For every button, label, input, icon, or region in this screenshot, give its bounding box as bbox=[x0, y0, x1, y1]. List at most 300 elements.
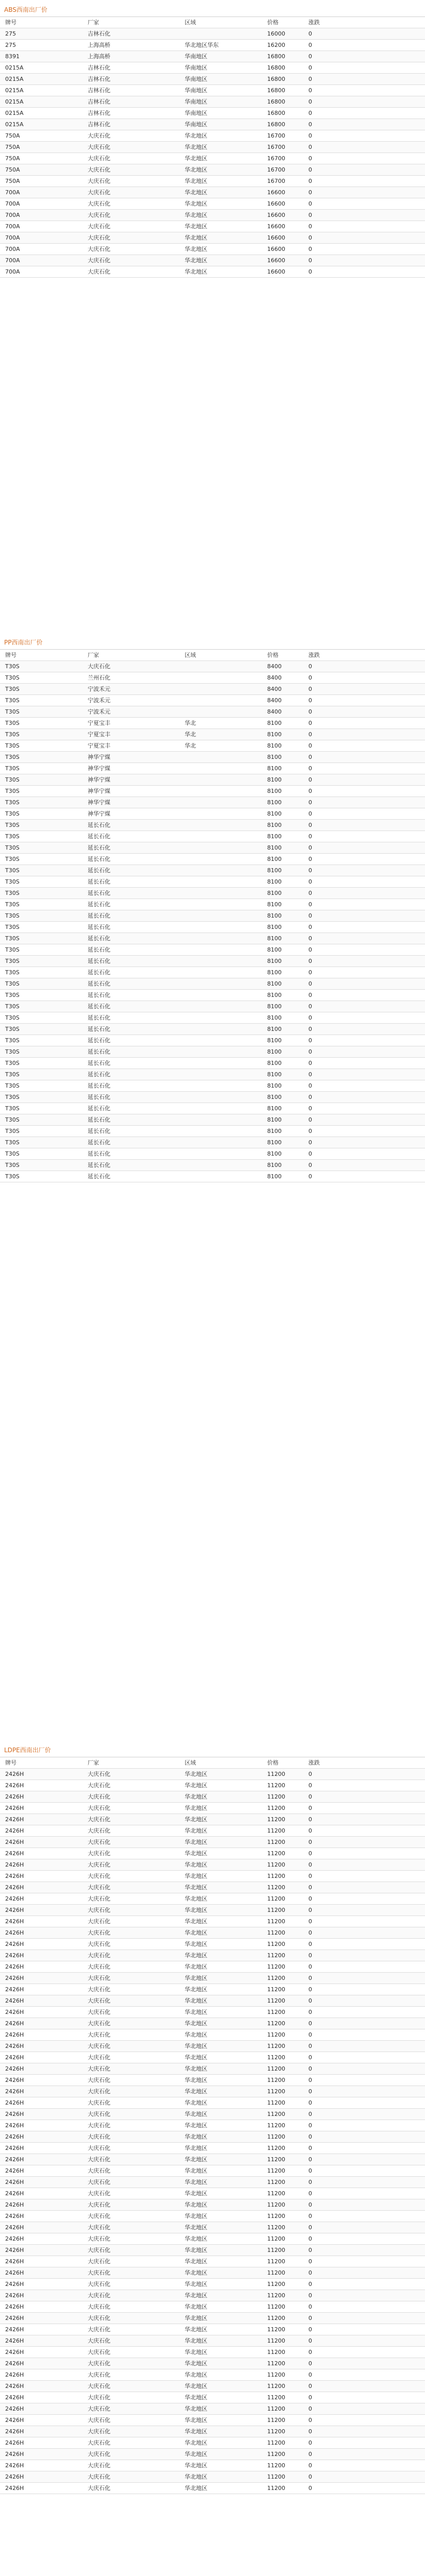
price-cell: 8100 bbox=[267, 1150, 282, 1157]
model-cell: T30S bbox=[5, 754, 20, 760]
model-cell: T30S bbox=[5, 958, 20, 964]
model-cell: 2426H bbox=[5, 2111, 24, 2117]
region-cell bbox=[179, 1024, 262, 1035]
table-row bbox=[0, 2471, 425, 2483]
table-row bbox=[0, 2211, 425, 2222]
region-cell: 华北地区 bbox=[185, 2417, 207, 2424]
region-cell bbox=[179, 820, 262, 831]
manufacturer-cell: 大庆石化 bbox=[88, 2224, 110, 2231]
model-cell: 2426H bbox=[5, 2122, 24, 2129]
table-row bbox=[0, 2131, 425, 2143]
table-row bbox=[0, 96, 425, 108]
column-header: 涨跌 bbox=[308, 652, 320, 658]
region-cell bbox=[179, 876, 262, 887]
column-header: 区域 bbox=[185, 19, 196, 26]
table-row bbox=[0, 1871, 425, 1882]
change-cell: 0 bbox=[308, 2043, 312, 2049]
price-cell: 11200 bbox=[267, 2337, 285, 2344]
region-cell: 华南地区 bbox=[185, 110, 207, 116]
model-cell: T30S bbox=[5, 1048, 20, 1055]
table-row bbox=[0, 729, 425, 740]
change-cell: 0 bbox=[308, 2439, 312, 2446]
table-row bbox=[0, 899, 425, 910]
change-cell: 0 bbox=[308, 53, 312, 60]
change-cell: 0 bbox=[308, 2145, 312, 2151]
manufacturer-cell: 大庆石化 bbox=[88, 2349, 110, 2355]
price-cell: 8100 bbox=[267, 810, 282, 817]
price-cell: 11200 bbox=[267, 1907, 285, 1913]
model-cell: 2426H bbox=[5, 2099, 24, 2106]
change-cell: 0 bbox=[308, 1929, 312, 1936]
manufacturer-cell: 大庆石化 bbox=[88, 2009, 110, 2015]
model-cell: 2426H bbox=[5, 2065, 24, 2072]
region-cell bbox=[179, 672, 262, 683]
price-cell: 8100 bbox=[267, 1139, 282, 1146]
manufacturer-cell: 大庆石化 bbox=[88, 1771, 110, 1777]
model-cell: T30S bbox=[5, 992, 20, 998]
column-header: 价格 bbox=[267, 19, 279, 26]
table-row bbox=[0, 164, 425, 176]
column-header: 涨跌 bbox=[308, 1759, 320, 1766]
price-cell: 11200 bbox=[267, 1895, 285, 1902]
change-cell: 0 bbox=[308, 867, 312, 874]
region-cell bbox=[179, 910, 262, 921]
price-cell: 8100 bbox=[267, 1128, 282, 1134]
table-row bbox=[0, 266, 425, 278]
change-cell: 0 bbox=[308, 2417, 312, 2424]
model-cell: 2426H bbox=[5, 1918, 24, 1925]
table-row bbox=[0, 763, 425, 774]
manufacturer-cell: 大庆石化 bbox=[88, 2043, 110, 2049]
region-cell: 华北地区 bbox=[185, 2247, 207, 2253]
manufacturer-cell: 延长石化 bbox=[88, 890, 110, 896]
table-row bbox=[0, 831, 425, 842]
price-cell: 8100 bbox=[267, 856, 282, 862]
model-cell: 2426H bbox=[5, 2190, 24, 2197]
region-cell bbox=[179, 1126, 262, 1137]
change-cell: 0 bbox=[308, 2371, 312, 2378]
table-row bbox=[0, 198, 425, 210]
table-row bbox=[0, 1837, 425, 1848]
table-row bbox=[0, 51, 425, 62]
table-row bbox=[0, 1035, 425, 1046]
model-cell: 2426H bbox=[5, 2043, 24, 2049]
change-cell: 0 bbox=[308, 257, 312, 264]
change-cell: 0 bbox=[308, 76, 312, 82]
manufacturer-cell: 吉林石化 bbox=[88, 87, 110, 94]
column-header: 价格 bbox=[267, 1759, 279, 1766]
manufacturer-cell: 大庆石化 bbox=[88, 1861, 110, 1868]
price-cell: 8400 bbox=[267, 686, 282, 692]
table-row bbox=[0, 865, 425, 876]
table-row bbox=[0, 153, 425, 164]
region-cell: 华北地区 bbox=[185, 1918, 207, 1925]
table-row bbox=[0, 74, 425, 85]
manufacturer-cell: 大庆石化 bbox=[88, 1929, 110, 1936]
model-cell: T30S bbox=[5, 1094, 20, 1100]
region-cell: 华北地区 bbox=[185, 2360, 207, 2367]
region-cell: 华北地区 bbox=[185, 2326, 207, 2333]
column-header: 价格 bbox=[267, 652, 279, 658]
table-row bbox=[0, 1160, 425, 1171]
region-cell: 华北地区 bbox=[185, 1771, 207, 1777]
table-row bbox=[0, 1001, 425, 1012]
price-cell: 16800 bbox=[267, 121, 285, 128]
price-cell: 11200 bbox=[267, 2394, 285, 2401]
table-row bbox=[0, 1024, 425, 1035]
model-cell: 700A bbox=[5, 212, 20, 218]
model-cell: 2426H bbox=[5, 2326, 24, 2333]
change-cell: 0 bbox=[308, 1139, 312, 1146]
model-cell: 2426H bbox=[5, 1782, 24, 1789]
table-row bbox=[0, 854, 425, 865]
price-cell: 8100 bbox=[267, 1173, 282, 1180]
manufacturer-cell: 兰州石化 bbox=[88, 674, 110, 681]
price-cell: 8100 bbox=[267, 958, 282, 964]
change-cell: 0 bbox=[308, 2088, 312, 2095]
model-cell: T30S bbox=[5, 742, 20, 749]
change-cell: 0 bbox=[308, 901, 312, 908]
price-cell: 8100 bbox=[267, 822, 282, 828]
manufacturer-cell: 延长石化 bbox=[88, 1026, 110, 1032]
column-header: 牌号 bbox=[5, 1759, 17, 1766]
region-cell bbox=[179, 1171, 262, 1182]
region-cell bbox=[179, 763, 262, 774]
price-cell: 11200 bbox=[267, 2201, 285, 2208]
price-cell: 11200 bbox=[267, 2451, 285, 2458]
price-cell: 8100 bbox=[267, 1116, 282, 1123]
table-row bbox=[0, 2245, 425, 2256]
change-cell: 0 bbox=[308, 1060, 312, 1066]
table-row bbox=[0, 661, 425, 672]
model-cell: 750A bbox=[5, 132, 20, 139]
table-row bbox=[0, 1171, 425, 1182]
manufacturer-cell: 大庆石化 bbox=[88, 2077, 110, 2083]
region-cell: 华北地区 bbox=[185, 234, 207, 241]
manufacturer-cell: 上海高桥 bbox=[88, 53, 110, 60]
region-cell: 华北地区 bbox=[185, 1963, 207, 1970]
table-row bbox=[0, 2188, 425, 2199]
model-cell: T30S bbox=[5, 1071, 20, 1078]
table-row bbox=[0, 2460, 425, 2471]
model-cell: 700A bbox=[5, 223, 20, 230]
change-cell: 0 bbox=[308, 166, 312, 173]
region-cell: 华北地区 bbox=[185, 155, 207, 162]
manufacturer-cell: 延长石化 bbox=[88, 1116, 110, 1123]
manufacturer-cell: 大庆石化 bbox=[88, 178, 110, 184]
change-cell: 0 bbox=[308, 2077, 312, 2083]
table-row bbox=[0, 108, 425, 119]
table-row bbox=[0, 684, 425, 695]
model-cell: 700A bbox=[5, 257, 20, 264]
model-cell: 0215A bbox=[5, 98, 24, 105]
change-cell: 0 bbox=[308, 2258, 312, 2265]
model-cell: 2426H bbox=[5, 2485, 24, 2492]
region-cell: 华南地区 bbox=[185, 121, 207, 128]
change-cell: 0 bbox=[308, 731, 312, 738]
price-cell: 11200 bbox=[267, 2077, 285, 2083]
change-cell: 0 bbox=[308, 1105, 312, 1112]
model-cell: T30S bbox=[5, 708, 20, 715]
change-cell: 0 bbox=[308, 742, 312, 749]
price-cell: 8100 bbox=[267, 720, 282, 726]
table-row bbox=[0, 2222, 425, 2233]
manufacturer-cell: 大庆石化 bbox=[88, 166, 110, 173]
region-cell bbox=[179, 1080, 262, 1091]
table-row bbox=[0, 2437, 425, 2449]
change-cell: 0 bbox=[308, 200, 312, 207]
change-cell: 0 bbox=[308, 1997, 312, 2004]
region-cell bbox=[179, 1012, 262, 1023]
change-cell: 0 bbox=[308, 788, 312, 794]
model-cell: T30S bbox=[5, 822, 20, 828]
region-cell bbox=[179, 1103, 262, 1114]
manufacturer-cell: 大庆石化 bbox=[88, 2031, 110, 2038]
model-cell: 2426H bbox=[5, 2156, 24, 2163]
manufacturer-cell: 大庆石化 bbox=[88, 1782, 110, 1789]
price-cell: 11200 bbox=[267, 2167, 285, 2174]
change-cell: 0 bbox=[308, 2326, 312, 2333]
price-cell: 16600 bbox=[267, 223, 285, 230]
manufacturer-cell: 宁夏宝丰 bbox=[88, 742, 110, 749]
manufacturer-cell: 吉林石化 bbox=[88, 121, 110, 128]
model-cell: T30S bbox=[5, 1173, 20, 1180]
change-cell: 0 bbox=[308, 1071, 312, 1078]
table-row bbox=[0, 1769, 425, 1780]
manufacturer-cell: 大庆石化 bbox=[88, 189, 110, 196]
price-cell: 11200 bbox=[267, 2133, 285, 2140]
manufacturer-cell: 大庆石化 bbox=[88, 1986, 110, 1993]
manufacturer-cell: 神华宁煤 bbox=[88, 810, 110, 817]
manufacturer-cell: 大庆石化 bbox=[88, 2337, 110, 2344]
table-row bbox=[0, 62, 425, 74]
table-row bbox=[0, 2052, 425, 2063]
manufacturer-cell: 大庆石化 bbox=[88, 246, 110, 252]
model-cell: 2426H bbox=[5, 2315, 24, 2321]
change-cell: 0 bbox=[308, 799, 312, 806]
price-table bbox=[0, 649, 425, 1182]
price-cell: 16600 bbox=[267, 189, 285, 196]
region-cell: 华北 bbox=[185, 720, 196, 726]
manufacturer-cell: 延长石化 bbox=[88, 1094, 110, 1100]
model-cell: 2426H bbox=[5, 2360, 24, 2367]
model-cell: 700A bbox=[5, 189, 20, 196]
region-cell bbox=[179, 808, 262, 819]
manufacturer-cell: 延长石化 bbox=[88, 1071, 110, 1078]
manufacturer-cell: 大庆石化 bbox=[88, 1997, 110, 2004]
manufacturer-cell: 大庆石化 bbox=[88, 2054, 110, 2061]
change-cell: 0 bbox=[308, 2383, 312, 2389]
price-cell: 8400 bbox=[267, 697, 282, 704]
region-cell bbox=[179, 1092, 262, 1103]
section-title: PP西南出厂价 bbox=[4, 639, 43, 646]
model-cell: 2426H bbox=[5, 2247, 24, 2253]
price-cell: 8100 bbox=[267, 1094, 282, 1100]
table-row bbox=[0, 1882, 425, 1893]
price-cell: 16800 bbox=[267, 87, 285, 94]
table-row bbox=[0, 2018, 425, 2029]
price-cell: 8400 bbox=[267, 674, 282, 681]
model-cell: 700A bbox=[5, 234, 20, 241]
manufacturer-cell: 大庆石化 bbox=[88, 234, 110, 241]
region-cell: 华北地区 bbox=[185, 2077, 207, 2083]
model-cell: 2426H bbox=[5, 2258, 24, 2265]
change-cell: 0 bbox=[308, 246, 312, 252]
region-cell bbox=[179, 1137, 262, 1148]
region-cell: 华北地区 bbox=[185, 132, 207, 139]
change-cell: 0 bbox=[308, 2133, 312, 2140]
table-row bbox=[0, 142, 425, 153]
region-cell bbox=[179, 1035, 262, 1046]
table-row bbox=[0, 119, 425, 130]
change-cell: 0 bbox=[308, 1895, 312, 1902]
table-row bbox=[0, 1103, 425, 1114]
region-cell bbox=[179, 922, 262, 933]
manufacturer-cell: 大庆石化 bbox=[88, 2156, 110, 2163]
model-cell: T30S bbox=[5, 720, 20, 726]
change-cell: 0 bbox=[308, 674, 312, 681]
price-cell: 16600 bbox=[267, 268, 285, 275]
manufacturer-cell: 延长石化 bbox=[88, 867, 110, 874]
price-cell: 11200 bbox=[267, 2303, 285, 2310]
region-cell: 华北地区 bbox=[185, 1816, 207, 1823]
price-cell: 11200 bbox=[267, 2383, 285, 2389]
change-cell: 0 bbox=[308, 2179, 312, 2185]
price-cell: 8100 bbox=[267, 844, 282, 851]
price-cell: 11200 bbox=[267, 1952, 285, 1959]
change-cell: 0 bbox=[308, 992, 312, 998]
column-header: 牌号 bbox=[5, 19, 17, 26]
price-cell: 16600 bbox=[267, 212, 285, 218]
manufacturer-cell: 大庆石化 bbox=[88, 2485, 110, 2492]
change-cell: 0 bbox=[308, 2394, 312, 2401]
model-cell: 750A bbox=[5, 178, 20, 184]
model-cell: T30S bbox=[5, 663, 20, 670]
change-cell: 0 bbox=[308, 2303, 312, 2310]
table-row bbox=[0, 2290, 425, 2301]
manufacturer-cell: 大庆石化 bbox=[88, 2292, 110, 2299]
price-cell: 16800 bbox=[267, 110, 285, 116]
price-cell: 8100 bbox=[267, 1071, 282, 1078]
price-cell: 16700 bbox=[267, 178, 285, 184]
manufacturer-cell: 大庆石化 bbox=[88, 2201, 110, 2208]
region-cell: 华北地区 bbox=[185, 1975, 207, 1981]
manufacturer-cell: 大庆石化 bbox=[88, 2179, 110, 2185]
change-cell: 0 bbox=[308, 1907, 312, 1913]
manufacturer-cell: 神华宁煤 bbox=[88, 765, 110, 772]
table-header-row bbox=[0, 650, 425, 661]
manufacturer-cell: 大庆石化 bbox=[88, 2394, 110, 2401]
column-header: 厂家 bbox=[88, 1759, 99, 1766]
column-header: 厂家 bbox=[88, 652, 99, 658]
manufacturer-cell: 延长石化 bbox=[88, 1162, 110, 1168]
price-cell: 8100 bbox=[267, 742, 282, 749]
region-cell: 华北地区 bbox=[185, 1884, 207, 1891]
model-cell: T30S bbox=[5, 844, 20, 851]
manufacturer-cell: 大庆石化 bbox=[88, 663, 110, 670]
change-cell: 0 bbox=[308, 2190, 312, 2197]
change-cell: 0 bbox=[308, 1014, 312, 1021]
price-table bbox=[0, 1757, 425, 2494]
manufacturer-cell: 大庆石化 bbox=[88, 2065, 110, 2072]
model-cell: T30S bbox=[5, 1003, 20, 1010]
change-cell: 0 bbox=[308, 98, 312, 105]
model-cell: 2426H bbox=[5, 1805, 24, 1811]
manufacturer-cell: 大庆石化 bbox=[88, 212, 110, 218]
price-cell: 16200 bbox=[267, 42, 285, 48]
change-cell: 0 bbox=[308, 720, 312, 726]
model-cell: T30S bbox=[5, 1150, 20, 1157]
change-cell: 0 bbox=[308, 686, 312, 692]
manufacturer-cell: 延长石化 bbox=[88, 1105, 110, 1112]
model-cell: 0215A bbox=[5, 64, 24, 71]
manufacturer-cell: 神华宁煤 bbox=[88, 776, 110, 783]
change-cell: 0 bbox=[308, 2156, 312, 2163]
price-cell: 11200 bbox=[267, 1861, 285, 1868]
manufacturer-cell: 延长石化 bbox=[88, 924, 110, 930]
manufacturer-cell: 大庆石化 bbox=[88, 2383, 110, 2389]
region-cell: 华北地区 bbox=[185, 2315, 207, 2321]
manufacturer-cell: 吉林石化 bbox=[88, 76, 110, 82]
change-cell: 0 bbox=[308, 935, 312, 942]
model-cell: 2426H bbox=[5, 2303, 24, 2310]
model-cell: 2426H bbox=[5, 1907, 24, 1913]
region-cell: 华北地区 bbox=[185, 2213, 207, 2219]
model-cell: 275 bbox=[5, 30, 16, 37]
model-cell: T30S bbox=[5, 686, 20, 692]
model-cell: T30S bbox=[5, 890, 20, 896]
region-cell: 华南地区 bbox=[185, 98, 207, 105]
model-cell: T30S bbox=[5, 1037, 20, 1044]
manufacturer-cell: 大庆石化 bbox=[88, 2167, 110, 2174]
manufacturer-cell: 大庆石化 bbox=[88, 2405, 110, 2412]
table-row bbox=[0, 2449, 425, 2460]
region-cell bbox=[179, 1001, 262, 1012]
change-cell: 0 bbox=[308, 844, 312, 851]
model-cell: T30S bbox=[5, 731, 20, 738]
change-cell: 0 bbox=[308, 878, 312, 885]
model-cell: 2426H bbox=[5, 2020, 24, 2027]
model-cell: 2426H bbox=[5, 2179, 24, 2185]
table-row bbox=[0, 1950, 425, 1961]
table-row bbox=[0, 1973, 425, 1984]
table-header-row bbox=[0, 17, 425, 28]
change-cell: 0 bbox=[308, 178, 312, 184]
model-cell: T30S bbox=[5, 1082, 20, 1089]
model-cell: 2426H bbox=[5, 1975, 24, 1981]
change-cell: 0 bbox=[308, 1918, 312, 1925]
region-cell: 华北地区 bbox=[185, 1805, 207, 1811]
price-cell: 11200 bbox=[267, 1963, 285, 1970]
model-cell: 2426H bbox=[5, 2145, 24, 2151]
change-cell: 0 bbox=[308, 64, 312, 71]
price-cell: 16700 bbox=[267, 166, 285, 173]
model-cell: 2426H bbox=[5, 2383, 24, 2389]
manufacturer-cell: 吉林石化 bbox=[88, 98, 110, 105]
region-cell: 华北地区 bbox=[185, 166, 207, 173]
model-cell: 2426H bbox=[5, 2009, 24, 2015]
manufacturer-cell: 神华宁煤 bbox=[88, 799, 110, 806]
manufacturer-cell: 延长石化 bbox=[88, 833, 110, 840]
model-cell: 2426H bbox=[5, 2371, 24, 2378]
table-row bbox=[0, 2165, 425, 2177]
column-header: 厂家 bbox=[88, 19, 99, 26]
price-cell: 8100 bbox=[267, 969, 282, 976]
region-cell bbox=[179, 1148, 262, 1159]
change-cell: 0 bbox=[308, 1816, 312, 1823]
change-cell: 0 bbox=[308, 2201, 312, 2208]
region-cell bbox=[179, 842, 262, 853]
